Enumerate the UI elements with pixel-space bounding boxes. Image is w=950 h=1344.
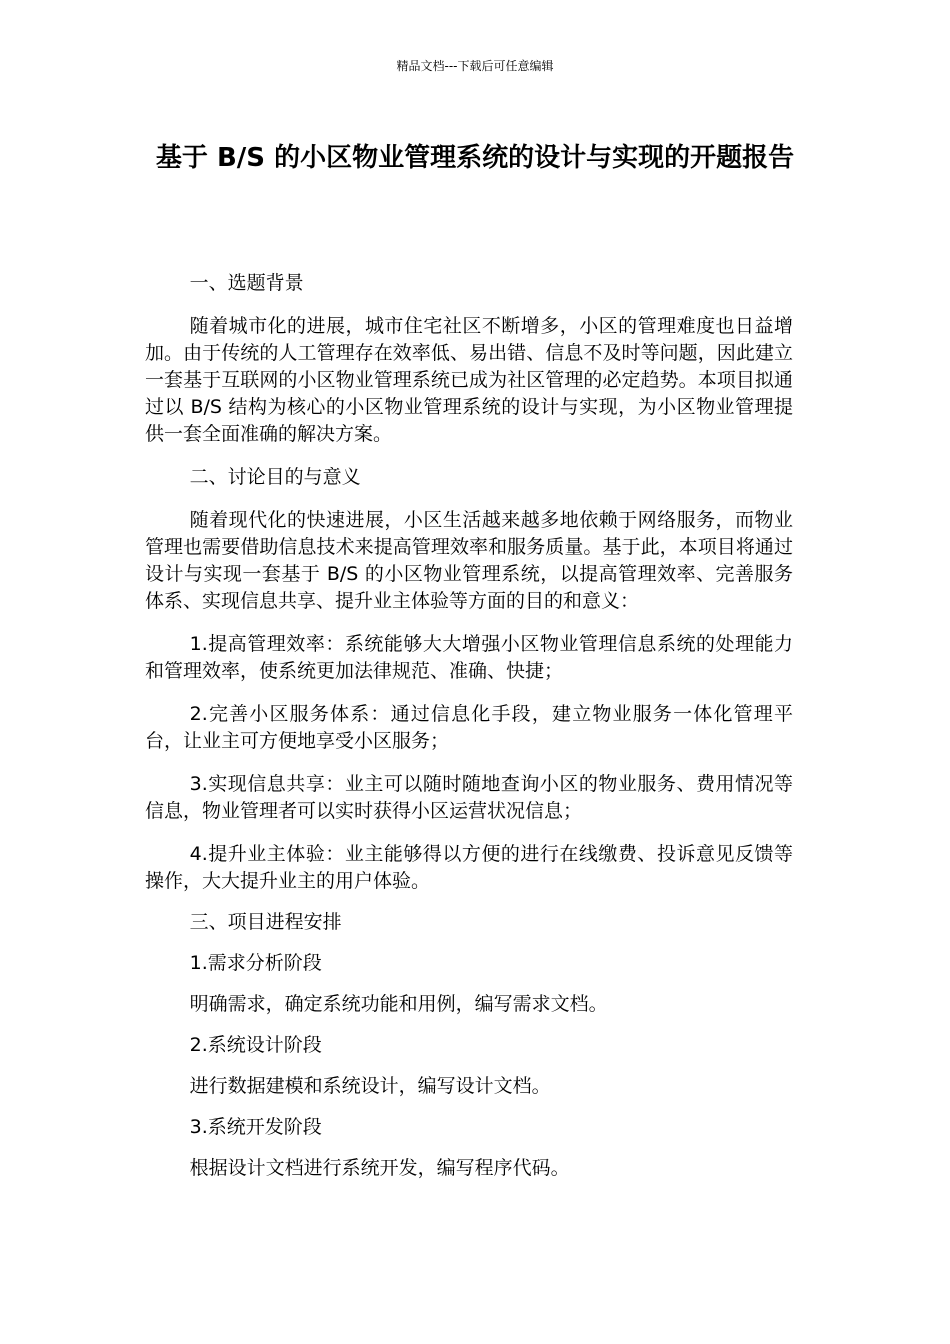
stage-description-2: 进行数据建模和系统设计，编写设计文档。 bbox=[189, 1075, 551, 1097]
header-note: 精品文档---下载后可任意编辑 bbox=[396, 59, 554, 73]
list-item-purpose-4: 4.提升业主体验：业主能够得以方便的进行在线缴费、投诉意见反馈等操作，大大提升业主的用户体验。 bbox=[145, 843, 793, 892]
stage-heading-2: 2.系统设计阶段 bbox=[189, 1034, 322, 1056]
list-item-purpose-1: 1.提高管理效率：系统能够大大增强小区物业管理信息系统的处理能力和管理效率，使系统更加法律规范、准确、快捷； bbox=[145, 633, 793, 682]
paragraph-background: 随着城市化的进展，城市住宅社区不断增多，小区的管理难度也日益增加。由于传统的人工管理存在效率低、易出错、信息不及时等问题，因此建立一套基于互联网的小区物业管理系统已成为社区管理的必定趋势。本项目拟通过以 B/S 结构为核心的小区物业管理系统的设计与实现，为小区物业管理提供一套全面准确的解决方案。 bbox=[145, 315, 793, 445]
stage-heading-3: 3.系统开发阶段 bbox=[189, 1116, 322, 1138]
section-heading-purpose: 二、讨论目的与意义 bbox=[189, 466, 361, 488]
stage-heading-1: 1.需求分析阶段 bbox=[189, 952, 322, 974]
document-title: 基于 B/S 的小区物业管理系统的设计与实现的开题报告 bbox=[155, 143, 795, 173]
list-item-purpose-2: 2.完善小区服务体系：通过信息化手段，建立物业服务一体化管理平台，让业主可方便地享受小区服务； bbox=[145, 703, 793, 752]
paragraph-purpose: 随着现代化的快速进展，小区生活越来越多地依赖于网络服务，而物业管理也需要借助信息技术来提高管理效率和服务质量。基于此，本项目将通过设计与实现一套基于 B/S 的小区物业管理系统，以提高管理效率、完善服务体系、实现信息共享、提升业主体验等方面的目的和意义： bbox=[145, 509, 793, 612]
section-heading-background: 一、选题背景 bbox=[189, 272, 304, 294]
stage-description-1: 明确需求，确定系统功能和用例，编写需求文档。 bbox=[189, 993, 608, 1015]
document-body bbox=[145, 270, 793, 1182]
stage-description-3: 根据设计文档进行系统开发，编写程序代码。 bbox=[189, 1157, 570, 1179]
section-heading-schedule: 三、项目进程安排 bbox=[189, 911, 342, 933]
list-item-purpose-3: 3.实现信息共享：业主可以随时随地查询小区的物业服务、费用情况等信息，物业管理者可以实时获得小区运营状况信息； bbox=[145, 773, 793, 822]
